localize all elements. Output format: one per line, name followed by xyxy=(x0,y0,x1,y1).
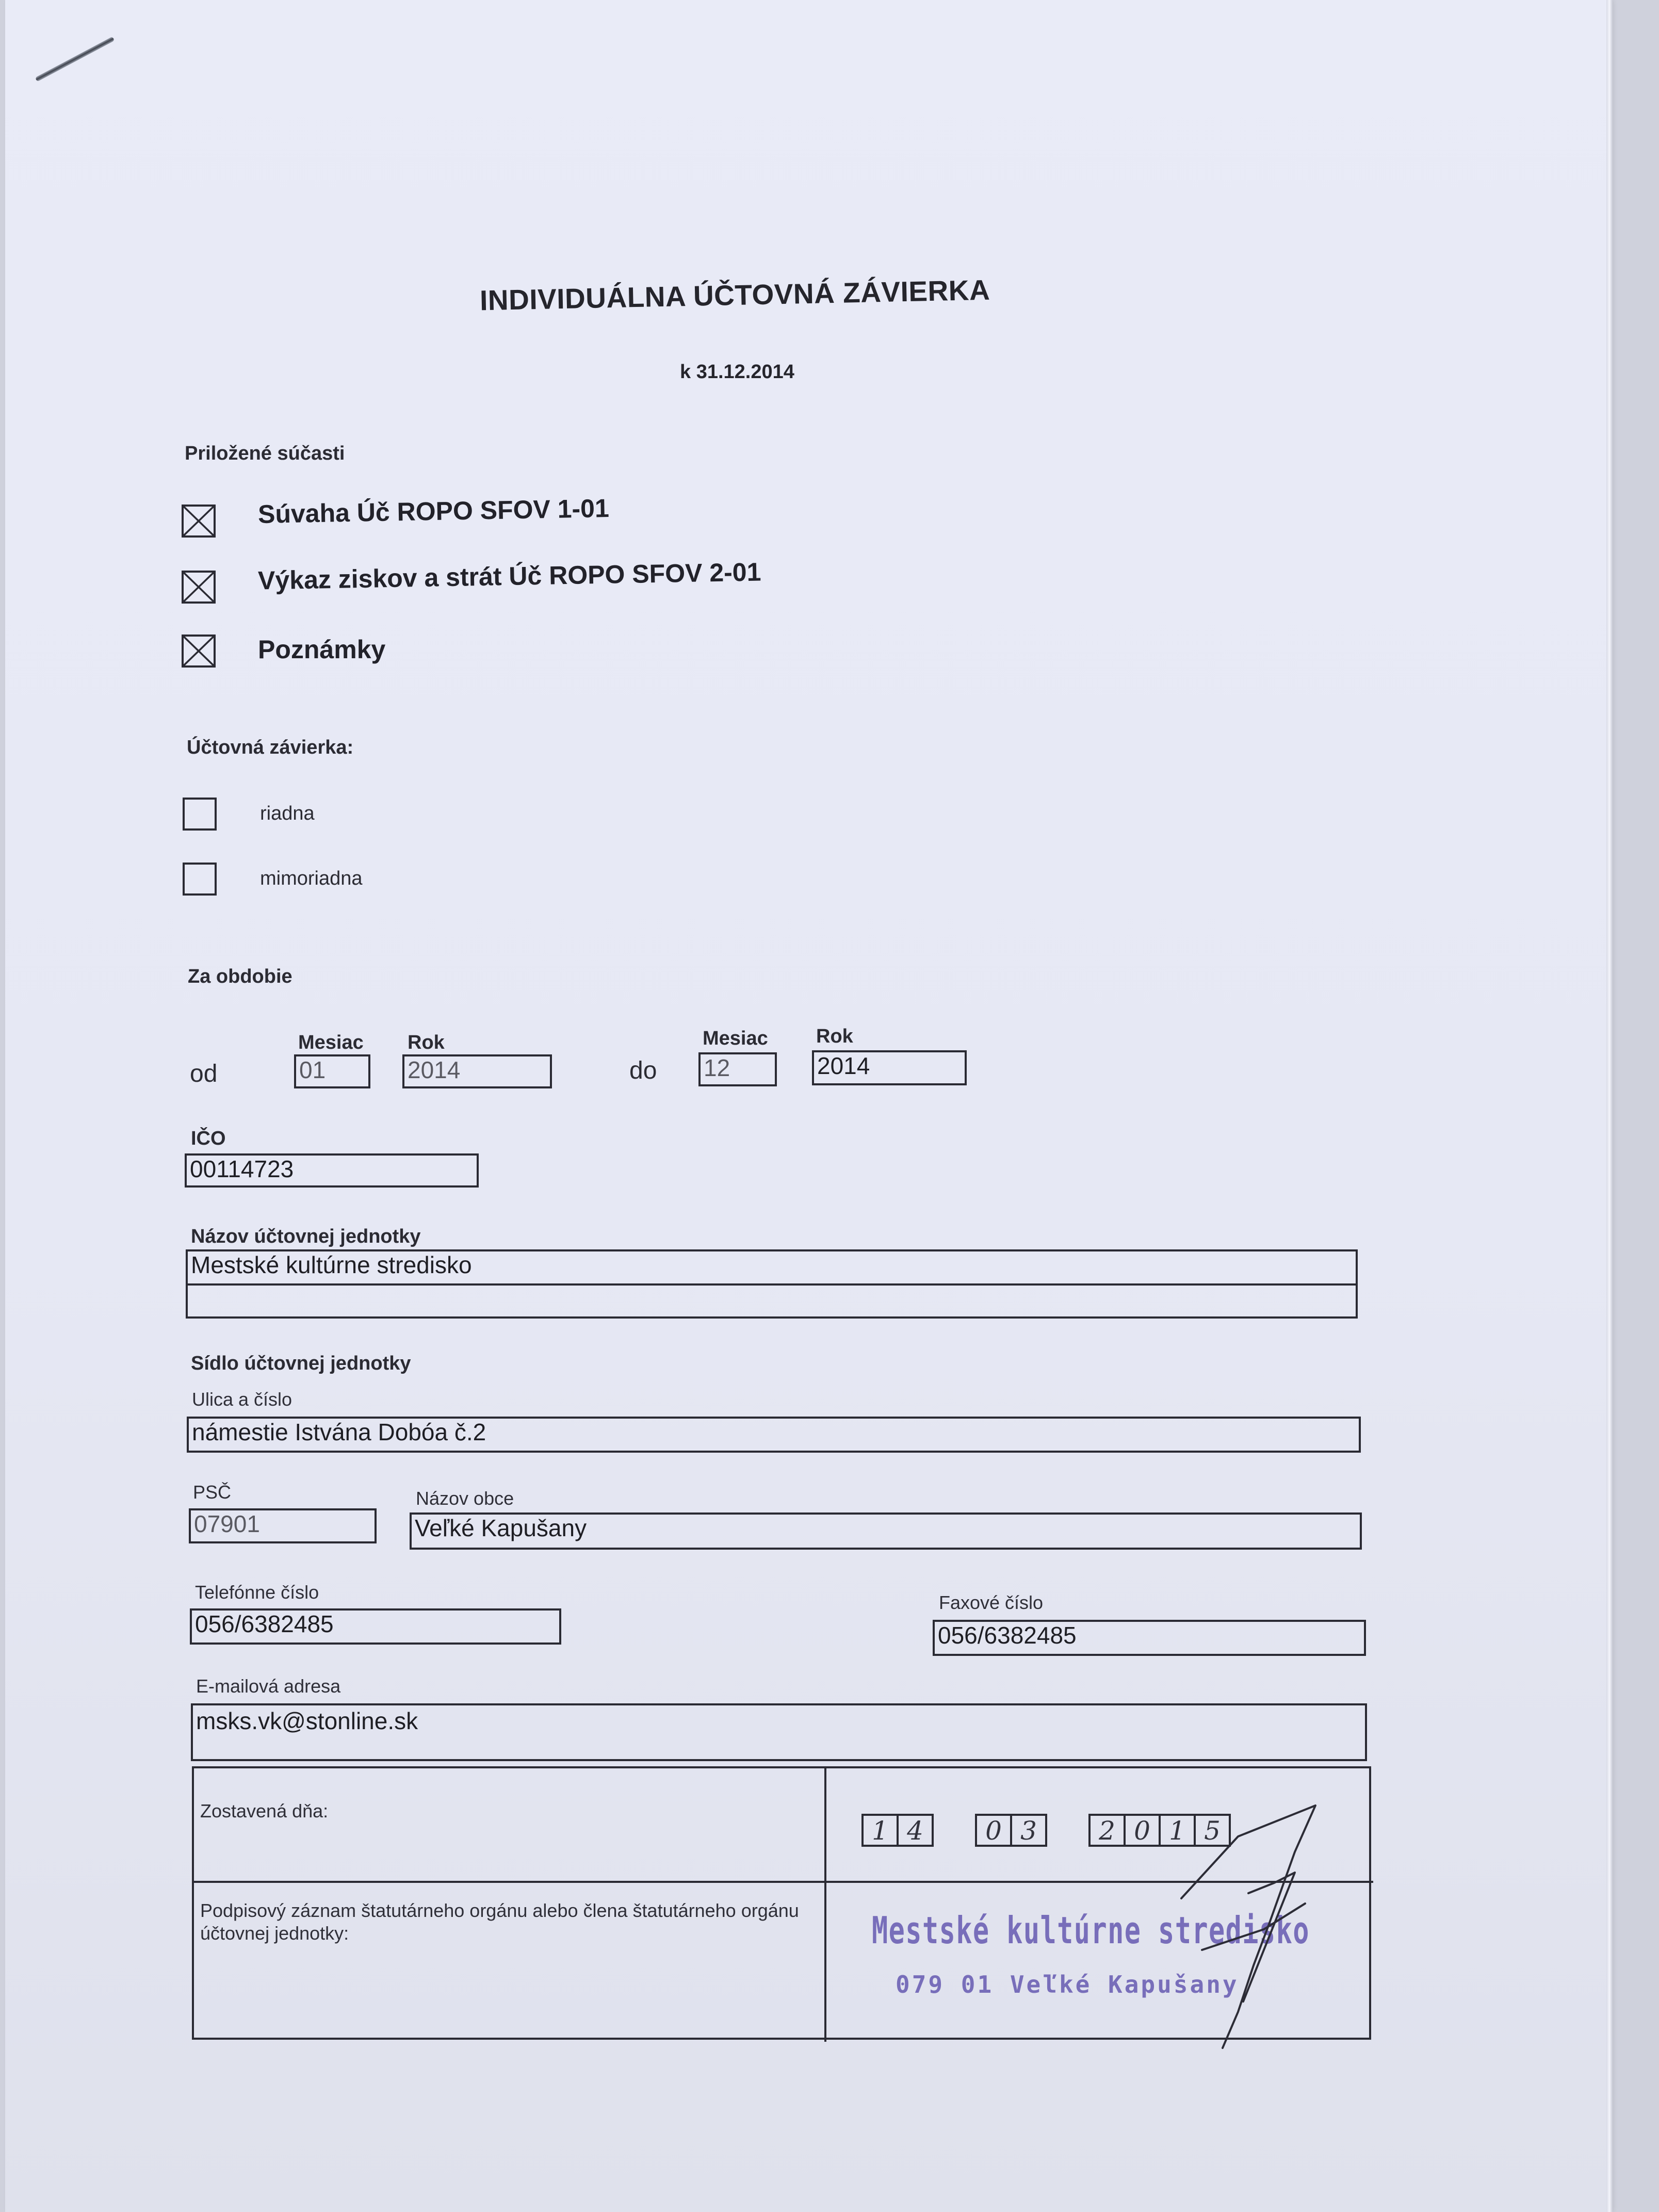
psc-label: PSČ xyxy=(193,1482,232,1503)
ico-label: IČO xyxy=(191,1128,226,1149)
entity-name-label: Názov účtovnej jednotky xyxy=(191,1226,421,1247)
attachment-label-balance: Súvaha Úč ROPO SFOV 1-01 xyxy=(257,494,610,529)
from-month-label: Mesiac xyxy=(298,1032,364,1053)
fax-field[interactable]: 056/6382485 xyxy=(933,1620,1366,1656)
date-day-digit-1[interactable]: 1 xyxy=(861,1814,899,1847)
to-month-field[interactable]: 12 xyxy=(698,1052,777,1086)
date-month-digit-1[interactable]: 0 xyxy=(975,1814,1012,1847)
psc-field[interactable]: 07901 xyxy=(189,1508,377,1543)
attachments-heading: Priložené súčasti xyxy=(185,443,345,464)
period-heading: Za obdobie xyxy=(188,966,292,987)
signature-label: Podpisový záznam štatutárneho orgánu alebo člena štatutárneho orgánu účtovnej jednotky: xyxy=(200,1900,799,1944)
date-year-digit-4[interactable]: 5 xyxy=(1194,1814,1231,1847)
attachment-checkbox-balance[interactable] xyxy=(182,505,216,538)
from-month-field[interactable]: 01 xyxy=(294,1054,370,1088)
to-year-field[interactable]: 2014 xyxy=(812,1050,967,1085)
period-from-label: od xyxy=(190,1060,218,1087)
date-month-digit-2[interactable]: 3 xyxy=(1010,1814,1047,1847)
entity-name-field-line2[interactable] xyxy=(186,1283,1358,1319)
attachment-label-notes: Poznámky xyxy=(258,635,386,664)
city-field[interactable]: Veľké Kapušany xyxy=(410,1512,1362,1550)
document-title: INDIVIDUÁLNA ÚČTOVNÁ ZÁVIERKA xyxy=(479,273,990,317)
attachment-checkbox-notes[interactable] xyxy=(182,635,216,668)
closing-label-extraordinary: mimoriadna xyxy=(260,868,363,889)
seat-heading: Sídlo účtovnej jednotky xyxy=(191,1353,411,1374)
ico-field[interactable]: 00114723 xyxy=(185,1153,479,1188)
date-year-digit-3[interactable]: 1 xyxy=(1159,1814,1196,1847)
phone-label: Telefónne číslo xyxy=(195,1582,319,1603)
closing-checkbox-extraordinary[interactable] xyxy=(183,863,217,896)
date-year-digit-2[interactable]: 0 xyxy=(1124,1814,1161,1847)
date-day-digit-2[interactable]: 4 xyxy=(897,1814,934,1847)
handwritten-signature xyxy=(1140,1795,1346,2053)
to-month-label: Mesiac xyxy=(703,1028,768,1049)
as-of-date: k 31.12.2014 xyxy=(680,361,794,383)
closing-checkbox-regular[interactable] xyxy=(183,798,217,831)
closing-heading: Účtovná závierka: xyxy=(187,737,354,758)
street-field[interactable]: námestie Istvána Dobóa č.2 xyxy=(187,1417,1361,1453)
street-label: Ulica a číslo xyxy=(192,1389,292,1410)
attachment-label-income: Výkaz ziskov a strát Úč ROPO SFOV 2-01 xyxy=(257,557,761,595)
signoff-divider-vertical xyxy=(824,1768,826,2042)
email-field[interactable]: msks.vk@stonline.sk xyxy=(191,1703,1367,1761)
stamp-line1: Mestské kultúrne stredisko xyxy=(872,1909,1310,1952)
document-page xyxy=(5,0,1609,2212)
compiled-date-label: Zostavená dňa: xyxy=(200,1800,329,1821)
stamp-line2: 079 01 Veľké Kapušany xyxy=(896,1971,1239,1998)
to-year-label: Rok xyxy=(816,1026,853,1047)
period-to-label: do xyxy=(629,1057,657,1084)
closing-label-regular: riadna xyxy=(260,803,315,824)
phone-field[interactable]: 056/6382485 xyxy=(190,1608,561,1645)
staple xyxy=(35,37,115,82)
email-label: E-mailová adresa xyxy=(196,1676,341,1697)
entity-name-field-line1[interactable]: Mestské kultúrne stredisko xyxy=(186,1249,1358,1286)
from-year-label: Rok xyxy=(408,1032,445,1053)
date-year-digit-1[interactable]: 2 xyxy=(1088,1814,1126,1847)
attachment-checkbox-income[interactable] xyxy=(182,571,216,604)
city-label: Názov obce xyxy=(416,1488,514,1509)
fax-label: Faxové číslo xyxy=(939,1592,1044,1613)
from-year-field[interactable]: 2014 xyxy=(402,1054,552,1088)
